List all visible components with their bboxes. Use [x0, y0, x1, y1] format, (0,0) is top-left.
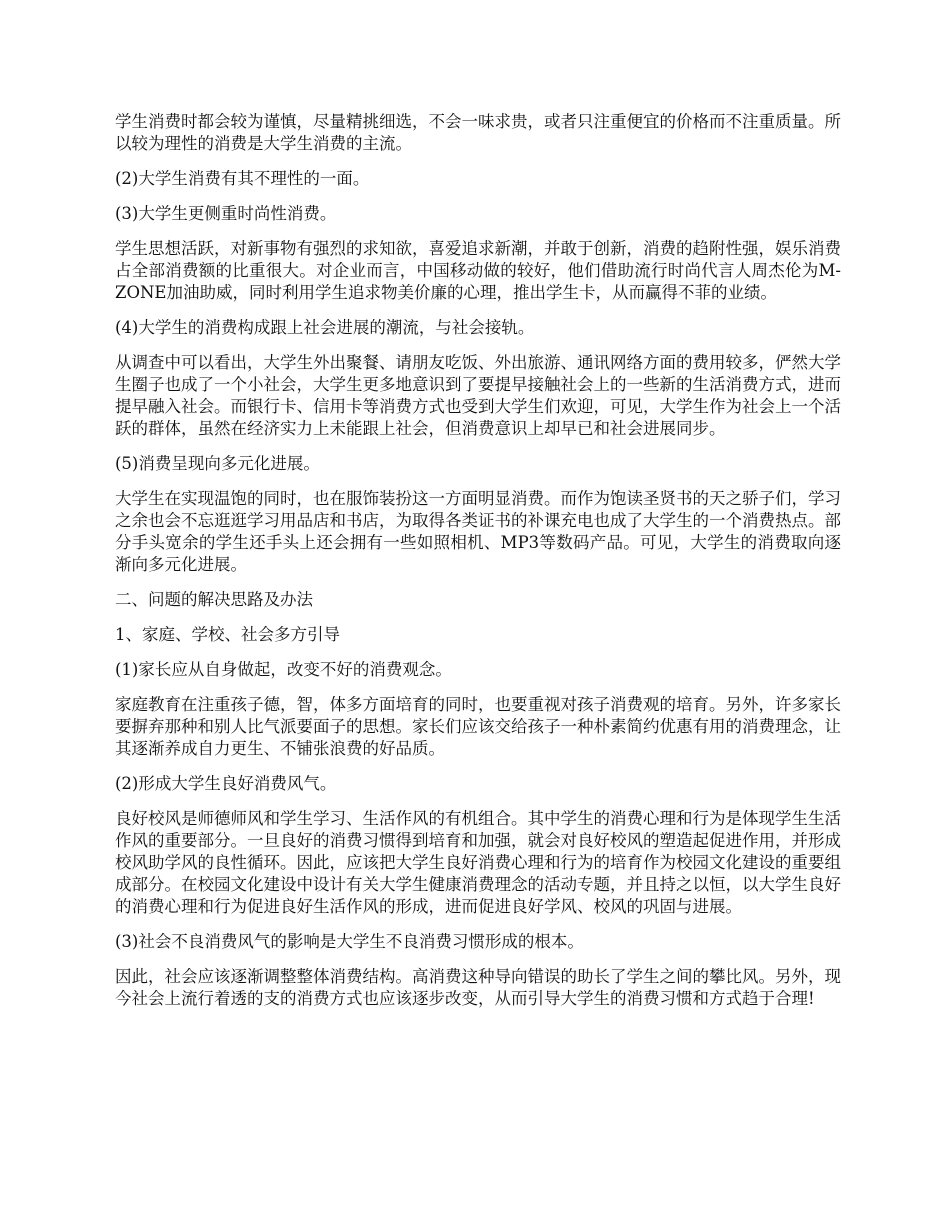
- paragraph-heading-fashion: (3)大学生更侧重时尚性消费。: [115, 204, 337, 223]
- paragraph-rational-consumption: 学生消费时都会较为谨慎，尽量精挑细选，不会一味求贵，或者只注重便宜的价格而不注重质量。所以较为理性的消费是大学生消费的主流。: [115, 112, 841, 153]
- document-page: [115, 111, 841, 1023]
- paragraph-heading-diversified: (5)消费呈现向多元化进展。: [115, 454, 320, 473]
- section-heading-solutions: 二、问题的解决思路及办法: [115, 590, 313, 609]
- paragraph-society-influence-body: 因此，社会应该逐渐调整整体消费结构。高消费这种导向错误的助长了学生之间的攀比风。另外，现今社会上流行着透的支的消费方式也应该逐步改变，从而引导大学生的消费习惯和方式趋于合理!: [115, 967, 841, 1008]
- subsection-heading-guidance: 1、家庭、学校、社会多方引导: [115, 625, 340, 644]
- paragraph-heading-society-influence: (3)社会不良消费风气的影响是大学生不良消费习惯形成的根本。: [115, 932, 584, 951]
- paragraph-parents-body: 家庭教育在注重孩子德，智，体多方面培育的同时，也要重视对孩子消费观的培育。另外，许多家长要摒弃那种和别人比气派要面子的思想。家长们应该交给孩子一种朴素简约优惠有用的消费理念，让其逐渐养成自力更生、不铺张浪费的好品质。: [115, 695, 841, 758]
- paragraph-heading-social-trend: (4)大学生的消费构成跟上社会进展的潮流，与社会接轨。: [115, 318, 535, 337]
- paragraph-heading-campus-atmosphere: (2)形成大学生良好消费风气。: [115, 774, 337, 793]
- paragraph-fashion-body: 学生思想活跃，对新事物有强烈的求知欲，喜爱追求新潮，并敢于创新，消费的趋附性强，娱乐消费占全部消费额的比重很大。对企业而言，中国移动做的较好，他们借助流行时尚代言人周杰伦为M-ZONE加油助威，同时利用学生追求物美价廉的心理，推出学生卡，从而赢得不菲的业绩。: [115, 239, 841, 302]
- paragraph-social-trend-body: 从调查中可以看出，大学生外出聚餐、请朋友吃饭、外出旅游、通讯网络方面的费用较多，俨然大学生圈子也成了一个小社会，大学生更多地意识到了要提早接触社会上的一些新的生活消费方式，进而提早融入社会。而银行卡、信用卡等消费方式也受到大学生们欢迎，可见，大学生作为社会上一个活跃的群体，虽然在经济实力上未能跟上社会，但消费意识上却早已和社会进展同步。: [115, 353, 841, 438]
- paragraph-heading-parents: (1)家长应从自身做起，改变不好的消费观念。: [115, 660, 452, 679]
- paragraph-campus-atmosphere-body: 良好校风是师德师风和学生学习、生活作风的有机组合。其中学生的消费心理和行为是体现学生生活作风的重要部分。一旦良好的消费习惯得到培育和加强，就会对良好校风的塑造起促进作用，并形成校风助学风的良性循环。因此，应该把大学生良好消费心理和行为的培育作为校园文化建设的重要组成部分。在校园文化建设中设计有关大学生健康消费理念的活动专题，并且持之以恒，以大学生良好的消费心理和行为促进良好生活作风的形成，进而促进良好学风、校风的巩固与进展。: [115, 809, 841, 916]
- paragraph-heading-irrational: (2)大学生消费有其不理性的一面。: [115, 169, 370, 188]
- paragraph-diversified-body: 大学生在实现温饱的同时，也在服饰装扮这一方面明显消费。而作为饱读圣贤书的天之骄子们，学习之余也会不忘逛逛学习用品店和书店，为取得各类证书的补课充电也成了大学生的一个消费热点。部分手头宽余的学生还手头上还会拥有一些如照相机、MP3等数码产品。可见，大学生的消费取向逐渐向多元化进展。: [115, 489, 841, 574]
